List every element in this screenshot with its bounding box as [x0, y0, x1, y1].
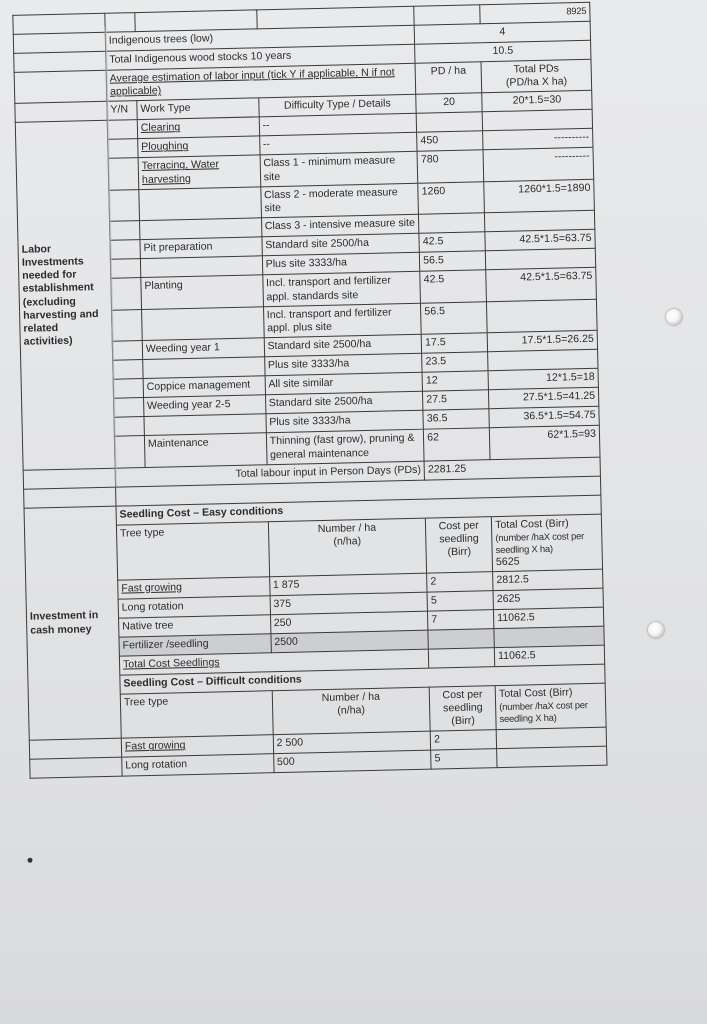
cost-cell: 5 — [431, 749, 497, 769]
pd-cell: 12 — [422, 371, 488, 391]
pd-cell: 450 — [417, 131, 483, 151]
detail-cell: Thinning (fast grow), pruning & general maintenance — [266, 430, 424, 465]
difficult-title: Seedling Cost – Difficult conditions — [120, 664, 605, 694]
total-cell — [487, 299, 598, 333]
detail-cell: -- — [259, 133, 417, 156]
total-pds-formula: (PD/ha X ha) — [505, 75, 568, 89]
total-pds-label: Total PDs — [513, 62, 560, 76]
total-cell: ---------- — [483, 129, 593, 150]
total-cell: ---------- — [483, 148, 594, 182]
work-type-cell: Planting — [141, 275, 263, 309]
detail-cell: -- — [259, 114, 417, 137]
detail-cell: Standard site 2500/ha — [265, 392, 423, 415]
pd-ha-header: PD / ha — [415, 62, 482, 95]
tree-type-cell: Long rotation — [122, 754, 274, 776]
document-page — [12, 1, 631, 880]
total-cell — [497, 747, 607, 768]
wood-stocks-value: 10.5 — [415, 40, 591, 63]
labor-cost-table — [12, 2, 607, 779]
total-cell: 62*1.5=93 — [489, 426, 600, 460]
pd-cell — [416, 112, 482, 132]
total-cell: 42.5*1.5=63.75 — [485, 230, 595, 251]
difficult-col-number-label: Number / ha — [321, 690, 381, 704]
difficulty-header: Difficulty Type / Details — [258, 95, 416, 118]
number-cell: 500 — [273, 751, 431, 774]
detail-cell: Standard site 2500/ha — [264, 335, 422, 358]
work-type-cell: Weeding year 1 — [142, 338, 264, 360]
work-type-header: Work Type — [137, 98, 259, 120]
detail-cell: Class 2 - moderate measure site — [260, 183, 418, 218]
pd-cell: 1260 — [418, 182, 485, 215]
easy-col-total — [491, 514, 602, 571]
total-cell: 17.5*1.5=26.25 — [487, 331, 597, 352]
cost-cell: 5 — [427, 590, 493, 610]
total-cell: 11062.5 — [494, 607, 604, 628]
number-cell: 375 — [270, 592, 428, 615]
detail-cell: Plus site 3333/ha — [262, 253, 420, 276]
pd-cell: 42.5 — [420, 270, 487, 303]
easy-col-number-label: Number / ha — [317, 521, 377, 535]
work-type-cell: Coppice management — [143, 376, 265, 398]
difficult-col-total — [495, 683, 606, 730]
total-cell — [482, 110, 592, 131]
easy-col-cost-unit: (Birr) — [447, 545, 472, 559]
detail-cell: Plus site 3333/ha — [266, 411, 424, 434]
difficult-col-tree: Tree type — [120, 690, 273, 738]
easy-first-total: 5625 — [495, 555, 520, 568]
top-right-number: 8925 — [480, 2, 590, 23]
total-pds-header — [481, 59, 592, 93]
total-cell: 12*1.5=18 — [488, 369, 598, 390]
indigenous-trees-value: 4 — [414, 21, 590, 44]
total-cell — [485, 249, 595, 270]
easy-col-cost-label: Cost per seedling — [438, 519, 479, 546]
cost-cell — [428, 628, 494, 648]
avg-estimation-label: Average estimation of labor input (tick Y if applicable, N if not applicable) — [106, 63, 416, 101]
indigenous-trees-label: Indigenous trees (low) — [105, 25, 415, 51]
pd-cell: 36.5 — [423, 409, 489, 429]
work-type-cell — [139, 187, 261, 221]
pd-cell: 17.5 — [421, 333, 487, 353]
work-type-cell: Weeding year 2-5 — [143, 395, 265, 417]
easy-col-total-label: Total Cost (Birr) — [494, 517, 569, 531]
total-cell: 36.5*1.5=54.75 — [489, 407, 599, 428]
margin-mark — [27, 858, 32, 863]
difficult-col-number — [272, 687, 431, 735]
pd-cell: 56.5 — [420, 251, 486, 271]
pd-cell: 56.5 — [421, 302, 488, 335]
cash-section-label: Investment in cash money — [24, 506, 121, 741]
difficult-col-cost-unit: (Birr) — [451, 714, 476, 728]
total-cell: 27.5*1.5=41.25 — [489, 388, 599, 409]
pd-cell: 780 — [417, 150, 484, 183]
number-cell: 250 — [270, 611, 428, 634]
cost-cell: 2 — [430, 730, 496, 750]
total-cell: 2812.5 — [493, 569, 603, 590]
labor-total-label: Total labour input in Person Days (PDs) — [115, 461, 425, 487]
easy-col-tree: Tree type — [116, 522, 269, 580]
easy-col-number — [268, 518, 427, 577]
detail-cell: Incl. transport and fertilizer appl. plus site — [263, 303, 421, 338]
yn-header: Y/N — [107, 101, 137, 121]
labor-section-label: Labor Investments needed for establishment (excluding harvesting and related activities) — [15, 121, 115, 470]
difficult-col-total-formula: (number /haX cost per seedling X ha) — [499, 699, 588, 724]
difficult-col-cost-label: Cost per seedling — [442, 688, 483, 715]
first-pd-value: 20 — [416, 93, 482, 113]
total-cell — [496, 728, 606, 749]
work-type-cell: Maintenance — [144, 433, 266, 467]
pd-cell — [419, 213, 485, 233]
work-type-cell: Ploughing — [138, 136, 260, 158]
detail-cell: All site similar — [265, 373, 423, 396]
pd-cell: 42.5 — [419, 232, 485, 252]
total-cell — [485, 211, 595, 232]
total-cell — [494, 626, 604, 647]
cost-cell: 7 — [428, 609, 494, 629]
easy-col-number-unit: (n/ha) — [333, 535, 362, 548]
detail-cell: Class 3 - intensive measure site — [261, 215, 419, 238]
total-cell: 1260*1.5=1890 — [484, 179, 595, 213]
pd-cell: 27.5 — [423, 390, 489, 410]
punch-hole-bottom — [648, 622, 664, 638]
tree-type-cell: Native tree — [118, 615, 270, 637]
difficult-col-number-unit: (n/ha) — [337, 704, 366, 717]
punch-hole-top — [666, 309, 682, 325]
detail-cell: Class 1 - minimum measure site — [260, 152, 418, 187]
work-type-cell: Terracing, Water harvesting — [138, 155, 260, 189]
tree-type-cell: Long rotation — [118, 596, 270, 618]
labor-total-value: 2281.25 — [424, 457, 600, 480]
tree-type-cell: Fast growing — [121, 735, 273, 757]
detail-cell: Incl. transport and fertilizer appl. standards site — [262, 272, 420, 307]
difficult-col-cost — [429, 685, 496, 731]
easy-total-value: 11062.5 — [494, 645, 604, 666]
work-type-cell — [141, 307, 263, 341]
difficult-col-total-label: Total Cost (Birr) — [498, 686, 573, 700]
number-cell: 1 875 — [269, 573, 427, 596]
pd-cell: 62 — [424, 428, 491, 461]
easy-col-cost — [426, 516, 493, 572]
number-cell: 2 500 — [273, 732, 431, 755]
easy-total-label: Total Cost Seedlings — [119, 649, 429, 675]
tree-type-cell: Fertilizer /seedling — [119, 633, 271, 655]
detail-cell: Standard site 2500/ha — [262, 234, 420, 257]
wood-stocks-label: Total Indigenous wood stocks 10 years — [106, 44, 416, 70]
total-cell: 2625 — [493, 588, 603, 609]
pd-cell: 23.5 — [422, 352, 488, 372]
easy-col-total-formula: (number /haX cost per seedling X ha) — [495, 530, 585, 555]
easy-title: Seedling Cost – Easy conditions — [116, 495, 601, 525]
first-total-value: 20*1.5=30 — [482, 91, 592, 112]
work-type-cell: Pit preparation — [140, 237, 262, 259]
tree-type-cell: Fast growing — [118, 577, 270, 599]
number-cell: 2500 — [271, 630, 429, 653]
total-cell: 42.5*1.5=63.75 — [486, 268, 597, 302]
detail-cell: Plus site 3333/ha — [264, 354, 422, 377]
cost-cell: 2 — [427, 571, 493, 591]
work-type-cell: Clearing — [137, 117, 259, 139]
total-cell — [488, 350, 598, 371]
